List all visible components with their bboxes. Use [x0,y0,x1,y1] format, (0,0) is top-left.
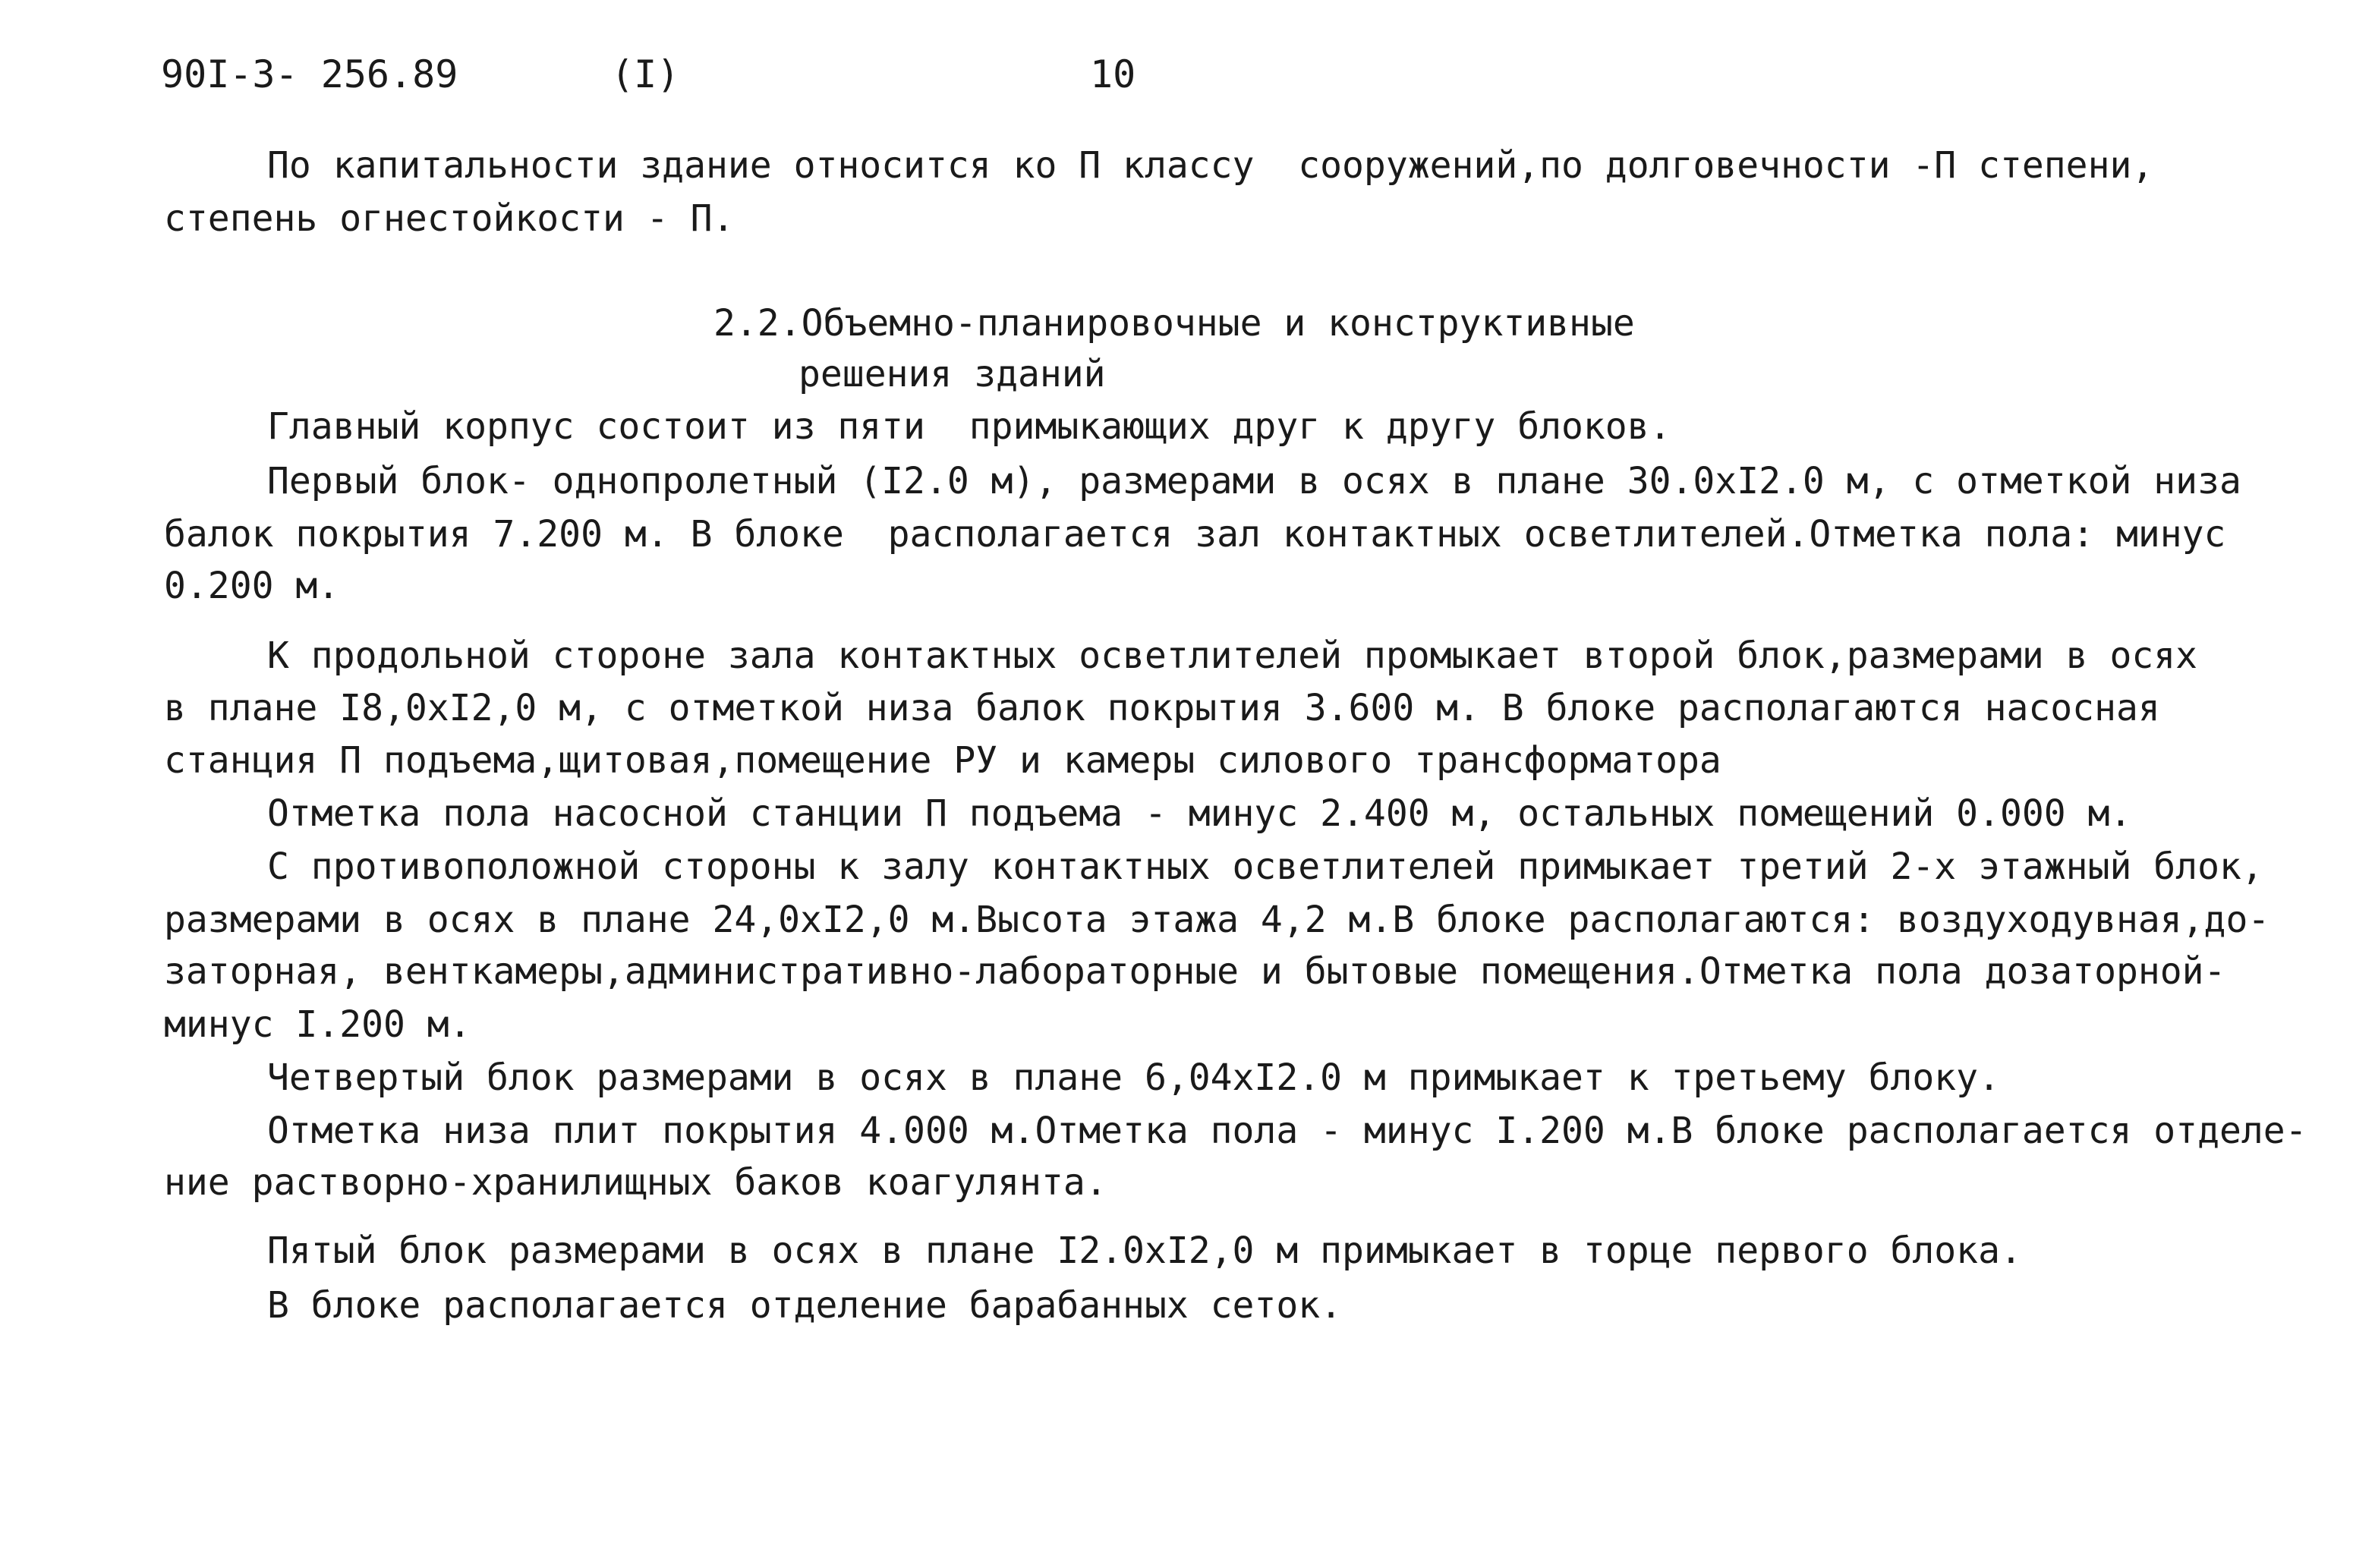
document-part: (I) [611,52,680,96]
body-line: Первый блок- однопролетный (I2.0 м), размерами в осях в плане 30.0хI2.0 м, с отметкой низа [267,460,2241,502]
body-line: заторная, венткамеры,административно-лабораторные и бытовые помещения.Отметка пола дозаторной- [164,950,2226,993]
body-line: в плане I8,0хI2,0 м, с отметкой низа балок покрытия 3.600 м. В блоке располагаются насосная [164,687,2160,729]
body-line: Пятый блок размерами в осях в плане I2.0хI2,0 м примыкает в торце первого блока. [267,1230,2022,1272]
body-line: К продольной стороне зала контактных осветлителей промыкает второй блок,размерами в осях [267,634,2198,677]
intro-line-1: По капитальности здание относится ко П классу сооружений,по долговечности -П степени, [267,144,2154,187]
body-line: В блоке располагается отделение барабанных сеток. [267,1284,1343,1327]
body-line: Главный корпус состоит из пяти примыкающих друг к другу блоков. [267,405,1671,448]
body-line: Отметка низа плит покрытия 4.000 м.Отметка пола - минус I.200 м.В блоке располагается отделе- [267,1110,2307,1152]
body-line: балок покрытия 7.200 м. В блоке располагается зал контактных осветлителей.Отметка пола: минус [164,513,2226,556]
body-line: 0.200 м. [164,565,340,607]
body-line: станция П подъема,щитовая,помещение РУ и камеры силового трансформатора [164,739,1721,782]
body-line: С противоположной стороны к залу контактных осветлителей примыкает третий 2-х этажный блок, [267,845,2263,888]
body-line: Четвертый блок размерами в осях в плане 6,04хI2.0 м примыкает к третьему блоку. [267,1056,2000,1099]
intro-line-2: степень огнестойкости - П. [164,197,735,240]
document-number: 90I-3- 256.89 [161,52,458,96]
body-line: размерами в осях в плане 24,0хI2,0 м.Высота этажа 4,2 м.В блоке располагаются: воздуходувная,до- [164,899,2270,941]
section-heading-line-1: 2.2.Объемно-планировочные и конструктивные [713,302,1635,345]
body-line: Отметка пола насосной станции П подъема - минус 2.400 м, остальных помещений 0.000 м. [267,792,2132,835]
page-number: 10 [1090,52,1136,96]
body-line: ние растворно-хранилищных баков коагулянта. [164,1161,1107,1204]
section-heading-line-2: решения зданий [798,353,1106,395]
body-line: минус I.200 м. [164,1003,471,1046]
